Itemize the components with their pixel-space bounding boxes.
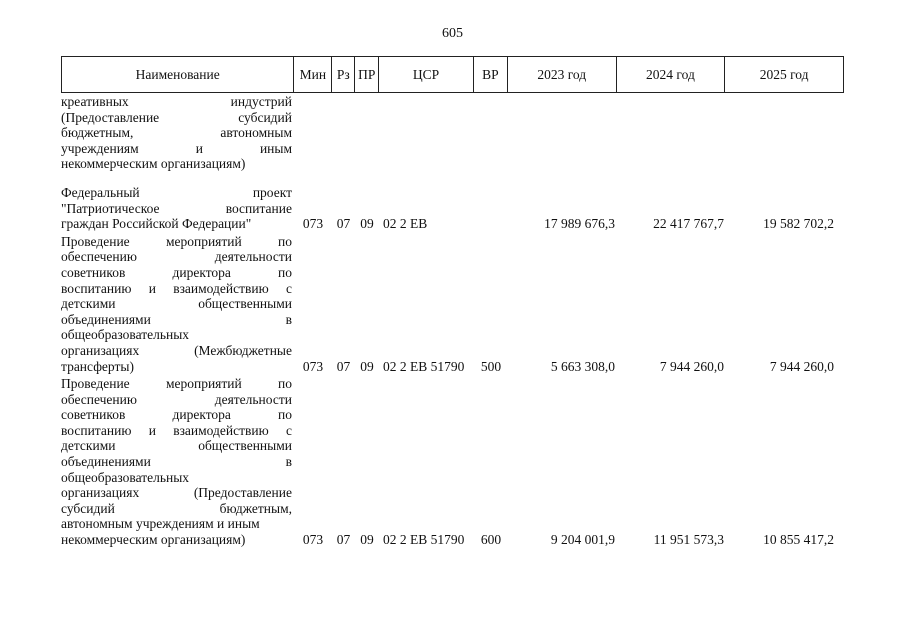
- name-word: обеспечению: [61, 249, 137, 265]
- row-name: [61, 185, 294, 232]
- table-row: [61, 94, 844, 172]
- name-word: Проведение: [61, 376, 130, 392]
- header-vr: ВР: [474, 57, 508, 92]
- name-word: деятельности: [214, 391, 292, 407]
- row-rz: 07: [336, 358, 351, 374]
- name-line: [61, 281, 292, 297]
- header-pr: ПР: [355, 57, 379, 92]
- name-word: некоммерческим организациям): [61, 156, 246, 172]
- row-2023: 5 663 308,0: [550, 358, 615, 374]
- name-line: [61, 485, 292, 501]
- row-pr: 09: [360, 216, 374, 232]
- name-word: Проведение: [61, 233, 130, 249]
- row-2025: 7 944 260,0: [769, 358, 834, 374]
- name-line: [61, 454, 292, 470]
- name-line: [61, 141, 292, 157]
- name-word: детскими: [61, 438, 116, 454]
- name-line: [61, 249, 292, 265]
- row-min: 073: [302, 358, 324, 374]
- header-2023: 2023 год: [508, 57, 617, 92]
- name-word: в: [285, 311, 292, 327]
- header-csr: ЦСР: [379, 57, 474, 92]
- row-2024: 7 944 260,0: [659, 358, 724, 374]
- name-word: воспитанию: [61, 422, 132, 438]
- name-line: [61, 438, 292, 454]
- row-min: 073: [302, 532, 324, 548]
- row-name: [61, 234, 294, 374]
- name-line: [61, 296, 292, 312]
- name-line: [61, 359, 292, 375]
- name-word: (Межбюджетные: [194, 342, 292, 358]
- name-word: Федеральный: [61, 184, 140, 200]
- name-word: организациях: [61, 342, 140, 358]
- row-csr: 02 2 EB 51790: [383, 358, 465, 374]
- name-word: с: [285, 280, 292, 296]
- name-word: воспитание: [225, 200, 292, 216]
- name-word: учреждениям: [61, 140, 139, 156]
- name-line: [61, 343, 292, 359]
- row-name: [61, 376, 294, 548]
- name-word: (Предоставление: [193, 485, 292, 501]
- name-word: бюджетным,: [219, 500, 292, 516]
- name-word: объединениями: [61, 454, 151, 470]
- row-2023: 9 204 001,9: [550, 532, 615, 548]
- table-row: [61, 185, 844, 232]
- name-word: креативных: [61, 94, 129, 109]
- row-2024: 11 951 573,3: [653, 532, 724, 548]
- header-min: Мин: [294, 57, 332, 92]
- name-line: [61, 265, 292, 281]
- name-word: трансферты): [61, 358, 134, 374]
- name-line: [61, 216, 292, 232]
- name-word: по: [278, 376, 292, 392]
- row-2025: 19 582 702,2: [763, 216, 834, 232]
- name-word: проект: [252, 184, 292, 200]
- name-word: по: [278, 407, 292, 423]
- name-word: индустрий: [230, 94, 292, 109]
- row-csr: 02 2 EB 51790: [383, 532, 465, 548]
- name-word: "Патриотическое: [61, 200, 160, 216]
- name-word: организациях: [61, 485, 140, 501]
- table-row: [61, 376, 844, 548]
- name-line: [61, 532, 292, 548]
- name-word: по: [278, 264, 292, 280]
- name-word: директора: [172, 407, 231, 423]
- page-number: 605: [442, 26, 463, 41]
- row-vr: 500: [480, 358, 502, 374]
- name-line: [61, 327, 292, 343]
- name-word: и: [148, 422, 156, 438]
- name-word: некоммерческим организациям): [61, 532, 246, 548]
- name-word: с: [285, 422, 292, 438]
- name-word: мероприятий: [165, 376, 242, 392]
- name-word: иным: [259, 140, 292, 156]
- name-line: [61, 125, 292, 141]
- table-body: [61, 94, 844, 548]
- row-csr: 02 2 EB: [383, 216, 428, 232]
- row-pr: 09: [360, 532, 374, 548]
- row-rz: 07: [336, 216, 351, 232]
- name-line: [61, 312, 292, 328]
- row-2024: 22 417 767,7: [653, 216, 724, 232]
- name-word: (Предоставление: [61, 109, 160, 125]
- name-word: воспитанию: [61, 280, 132, 296]
- name-word: по: [278, 233, 292, 249]
- name-word: и: [148, 280, 156, 296]
- name-line: [61, 470, 292, 486]
- name-word: советников: [61, 264, 126, 280]
- name-word: общеобразовательных: [61, 469, 190, 485]
- name-word: взаимодействию: [173, 422, 269, 438]
- name-line: [61, 156, 292, 172]
- name-word: общественными: [198, 438, 292, 454]
- header-rz: Рз: [332, 57, 355, 92]
- name-word: общеобразовательных: [61, 327, 190, 343]
- table-row: [61, 234, 844, 374]
- name-word: субсидий: [238, 109, 292, 125]
- header-2024: 2024 год: [617, 57, 726, 92]
- name-word: в: [285, 454, 292, 470]
- name-word: и: [195, 140, 203, 156]
- name-word: обеспечению: [61, 391, 137, 407]
- name-line: [61, 423, 292, 439]
- header-2025: 2025 год: [759, 66, 809, 82]
- row-min: 073: [302, 216, 324, 232]
- name-word: деятельности: [214, 249, 292, 265]
- name-word: взаимодействию: [173, 280, 269, 296]
- name-line: [61, 376, 292, 392]
- name-word: бюджетным,: [61, 125, 134, 141]
- name-word: граждан Российской Федерации": [61, 216, 252, 232]
- name-line: [61, 516, 292, 532]
- row-2023: 17 989 676,3: [544, 216, 615, 232]
- row-pr: 09: [360, 358, 374, 374]
- name-word: советников: [61, 407, 126, 423]
- row-rz: 07: [336, 532, 351, 548]
- row-name: [61, 94, 294, 172]
- name-word: детскими: [61, 296, 116, 312]
- table-header: [61, 56, 844, 93]
- header-name: Наименование: [62, 57, 294, 92]
- name-word: субсидий: [61, 500, 115, 516]
- name-line: [61, 94, 292, 110]
- name-line: [61, 201, 292, 217]
- row-2025: 10 855 417,2: [763, 532, 834, 548]
- name-word: объединениями: [61, 311, 151, 327]
- name-line: [61, 407, 292, 423]
- name-word: директора: [172, 264, 231, 280]
- name-line: [61, 110, 292, 126]
- row-vr: 600: [480, 532, 502, 548]
- name-line: [61, 185, 292, 201]
- name-line: [61, 234, 292, 250]
- name-word: мероприятий: [165, 233, 242, 249]
- name-word: общественными: [198, 296, 292, 312]
- name-word: автономным учреждениям и иным: [61, 516, 260, 532]
- name-line: [61, 392, 292, 408]
- name-word: автономным: [220, 125, 292, 141]
- name-line: [61, 501, 292, 517]
